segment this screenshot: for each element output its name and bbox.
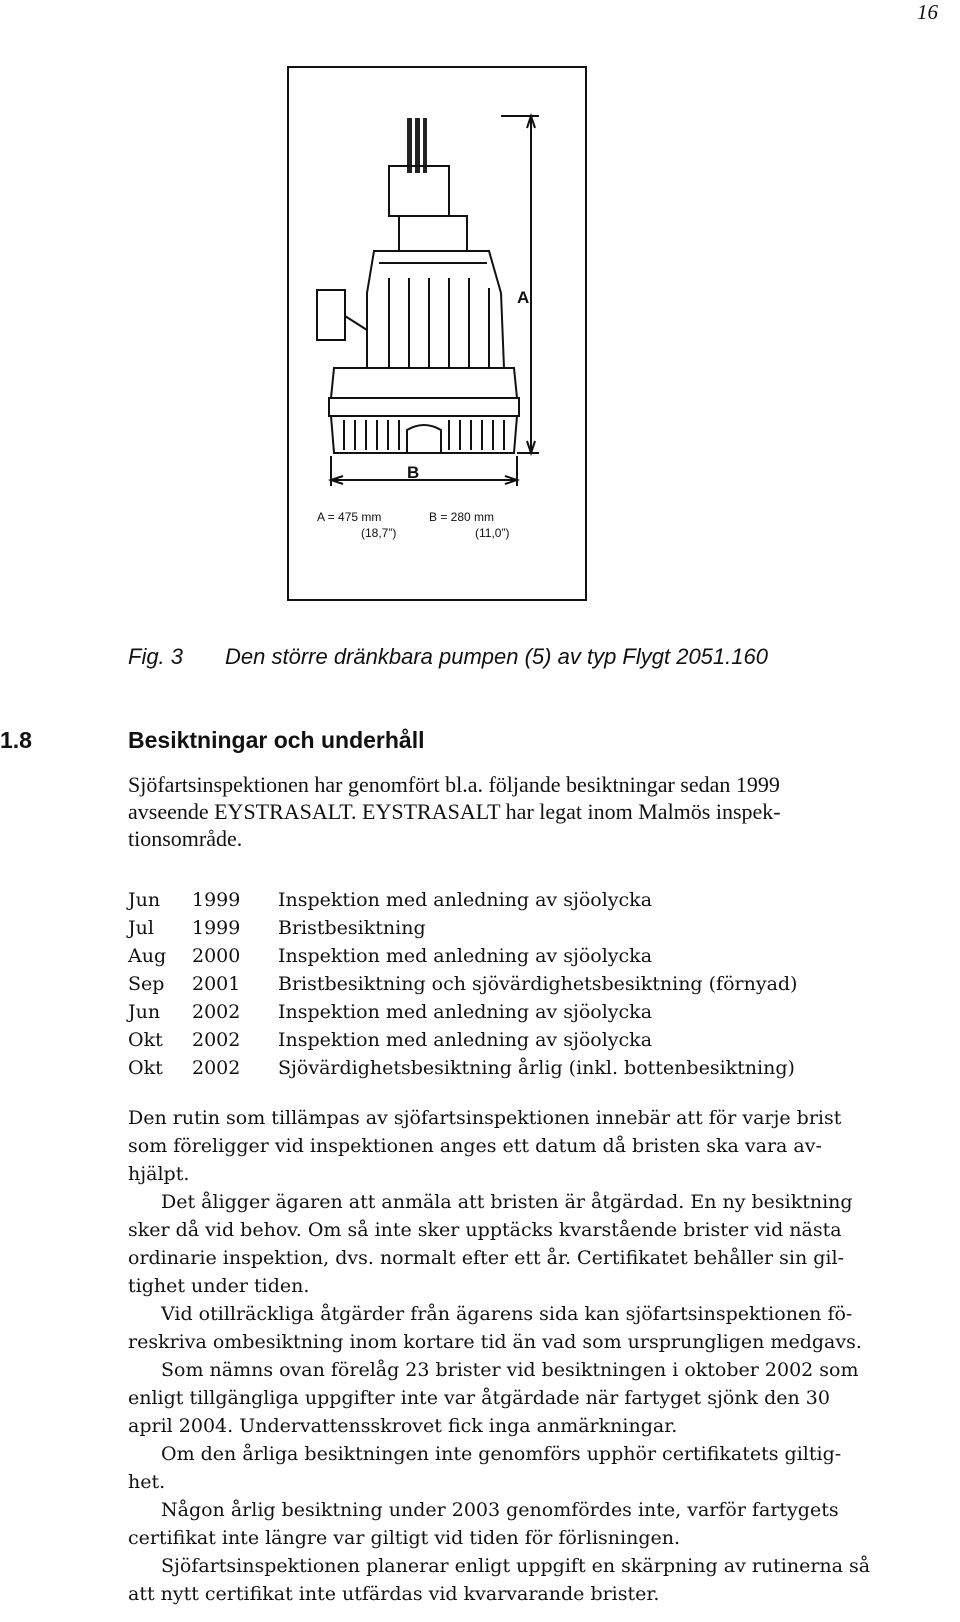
dimension-a-inch: (18,7”) (361, 526, 397, 540)
inspection-row (128, 886, 940, 914)
inspection-month: Aug (128, 945, 167, 967)
text-line: april 2004. Undervattensskrovet fick inga anmärkningar. (128, 1415, 678, 1437)
text-line: het. (128, 1471, 166, 1493)
dimension-a-label: A = 475 mm (317, 510, 382, 524)
inspection-month: Jul (128, 917, 154, 939)
dimension-a-letter: A (517, 288, 530, 307)
section-title: Besiktningar och underhåll (128, 727, 425, 753)
figure-caption (128, 644, 768, 670)
text-line: reskriva ombesiktning inom kortare tid än vad som ursprungligen medgavs. (128, 1331, 862, 1353)
figure-number: Fig. 3 (128, 644, 184, 669)
inspection-list (128, 886, 940, 1082)
inspection-row (128, 942, 940, 970)
inspection-description: Inspektion med anledning av sjöolycka (278, 945, 653, 967)
figure-caption-text: Den större dränkbara pumpen (5) av typ Flygt 2051.160 (225, 644, 768, 669)
dimension-b-letter: B (407, 463, 420, 482)
inspection-year: 2001 (192, 973, 241, 995)
text-line: Det åligger ägaren att anmäla att bristen är åtgärdad. En ny besiktning (161, 1191, 853, 1213)
paragraph (128, 1356, 940, 1440)
paragraph (128, 1188, 940, 1300)
inspection-row (128, 914, 940, 942)
inspection-year: 2002 (192, 1029, 241, 1051)
inspection-month: Okt (128, 1057, 163, 1079)
inspection-description: Inspektion med anledning av sjöolycka (278, 889, 653, 911)
inspection-year: 2002 (192, 1001, 241, 1023)
text-line: Sjöfartsinspektionen har genomfört bl.a. följande besiktningar sedan 1999 (128, 772, 780, 797)
inspection-row (128, 970, 940, 998)
text-line: tionsområde. (128, 826, 243, 851)
section-heading (0, 727, 425, 754)
dimension-b-inch: (11,0”) (475, 526, 510, 540)
text-line: sker då vid behov. Om så inte sker upptäcks kvarstående brister vid nästa (128, 1219, 842, 1241)
inspection-row (128, 1026, 940, 1054)
inspection-month: Jun (128, 1001, 161, 1023)
text-line: Som nämns ovan förelåg 23 brister vid besiktningen i oktober 2002 som (161, 1359, 859, 1381)
inspection-month: Jun (128, 889, 161, 911)
text-line: ordinarie inspektion, dvs. normalt efter ett år. Certifikatet behåller sin gil- (128, 1247, 845, 1269)
inspection-year: 2002 (192, 1057, 241, 1079)
inspection-description: Inspektion med anledning av sjöolycka (278, 1001, 653, 1023)
inspection-month: Sep (128, 973, 165, 995)
inspection-description: Bristbesiktning och sjövärdighetsbesiktning (förnyad) (278, 973, 798, 995)
text-line: tighet under tiden. (128, 1275, 310, 1297)
paragraph (128, 1104, 940, 1188)
inspection-year: 1999 (192, 917, 241, 939)
section-number: 1.8 (0, 727, 32, 753)
text-line: certifikat inte längre var giltigt vid tiden för förlisningen. (128, 1527, 681, 1549)
dimension-b-label: B = 280 mm (429, 510, 495, 524)
text-line: enligt tillgängliga uppgifter inte var åtgärdade när fartyget sjönk den 30 (128, 1387, 830, 1409)
intro-paragraph (128, 771, 940, 852)
text-line: hjälpt. (128, 1163, 190, 1185)
text-line: Om den årliga besiktningen inte genomförs upphör certifikatets giltig- (161, 1443, 842, 1465)
page-number: 16 (917, 0, 938, 24)
pump-drawing (289, 68, 585, 599)
body-text (128, 1104, 940, 1608)
text-line: Vid otillräckliga åtgärder från ägarens sida kan sjöfartsinspektionen fö- (161, 1303, 853, 1325)
inspection-year: 1999 (192, 889, 241, 911)
inspection-description: Sjövärdighetsbesiktning årlig (inkl. bottenbesiktning) (278, 1057, 795, 1079)
text-line: Sjöfartsinspektionen planerar enligt uppgift en skärpning av rutinerna så (161, 1555, 871, 1577)
text-line: att nytt certifikat inte utfärdas vid kvarvarande brister. (128, 1583, 660, 1605)
text-line: avseende EYSTRASALT. EYSTRASALT har legat inom Malmös inspek- (128, 799, 781, 824)
paragraph (128, 1300, 940, 1356)
paragraph (128, 1496, 940, 1552)
paragraph (128, 1552, 940, 1608)
inspection-description: Inspektion med anledning av sjöolycka (278, 1029, 653, 1051)
pump-figure (287, 66, 587, 601)
inspection-description: Bristbesiktning (278, 917, 426, 939)
inspection-row (128, 998, 940, 1026)
inspection-row (128, 1054, 940, 1082)
text-line: Någon årlig besiktning under 2003 genomfördes inte, varför fartygets (161, 1499, 839, 1521)
text-line: som föreligger vid inspektionen anges ett datum då bristen ska vara av- (128, 1135, 822, 1157)
paragraph (128, 1440, 940, 1496)
inspection-year: 2000 (192, 945, 241, 967)
text-line: Den rutin som tillämpas av sjöfartsinspektionen innebär att för varje brist (128, 1107, 842, 1129)
inspection-month: Okt (128, 1029, 163, 1051)
